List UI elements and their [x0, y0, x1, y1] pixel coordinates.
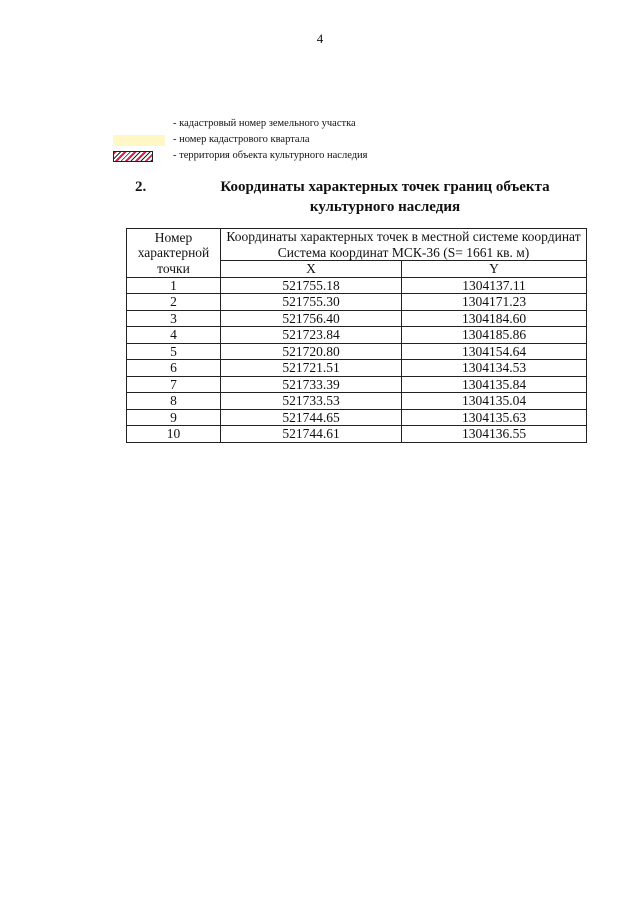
header-coordinates-system: Координаты характерных точек в местной системе координат: [226, 229, 581, 244]
x-value: 521733.53: [221, 393, 402, 410]
header-x: X: [221, 261, 402, 278]
table-row: [127, 426, 587, 443]
page-number: 4: [316, 31, 324, 46]
point-number: 10: [127, 426, 221, 443]
x-value: 521733.39: [221, 376, 402, 393]
y-value: 1304135.63: [402, 409, 587, 426]
point-number: 3: [127, 310, 221, 327]
x-value: 521755.18: [221, 277, 402, 294]
map-legend: [113, 116, 368, 164]
table-row: [127, 360, 587, 377]
table-row: [127, 277, 587, 294]
y-value: 1304135.04: [402, 393, 587, 410]
legend-label: - номер кадастрового квартала: [173, 134, 310, 145]
y-value: 1304154.64: [402, 343, 587, 360]
table-row: [127, 310, 587, 327]
legend-label: - кадастровый номер земельного участка: [173, 118, 356, 129]
y-value: 1304134.53: [402, 360, 587, 377]
x-value: 521756.40: [221, 310, 402, 327]
point-number: 4: [127, 327, 221, 344]
section-title: Координаты характерных точек границ объекта культурного наследия: [220, 179, 550, 215]
point-number: 6: [127, 360, 221, 377]
y-value: 1304184.60: [402, 310, 587, 327]
point-number: 5: [127, 343, 221, 360]
legend-item-quarter: [113, 132, 368, 148]
x-value: 521744.61: [221, 426, 402, 443]
heritage-hatch-swatch: [113, 151, 153, 162]
x-value: 521723.84: [221, 327, 402, 344]
x-value: 521721.51: [221, 360, 402, 377]
y-value: 1304185.86: [402, 327, 587, 344]
point-number: 1: [127, 277, 221, 294]
section-number: 2.: [135, 179, 147, 195]
y-value: 1304171.23: [402, 294, 587, 311]
header-coordinates-msk: Система координат МСК-36 (S= 1661 кв. м): [277, 244, 530, 260]
y-value: 1304137.11: [402, 277, 587, 294]
parcel-number-swatch: [113, 119, 165, 130]
header-coordinates: [221, 229, 587, 261]
legend-label: - территория объекта культурного наследия: [173, 150, 368, 161]
table-row: [127, 327, 587, 344]
point-number: 7: [127, 376, 221, 393]
table-row: [127, 376, 587, 393]
y-value: 1304136.55: [402, 426, 587, 443]
x-value: 521755.30: [221, 294, 402, 311]
table-row: [127, 409, 587, 426]
x-value: 521744.65: [221, 409, 402, 426]
y-value: 1304135.84: [402, 376, 587, 393]
point-number: 8: [127, 393, 221, 410]
legend-item-parcel: [113, 116, 368, 132]
point-number: 9: [127, 409, 221, 426]
coordinates-table: [126, 228, 587, 443]
legend-item-heritage: [113, 148, 368, 164]
table-row: [127, 343, 587, 360]
header-point-number: Номер характерной точки: [127, 229, 221, 278]
point-number: 2: [127, 294, 221, 311]
cadastral-quarter-swatch: [113, 135, 165, 146]
header-y: Y: [402, 261, 587, 278]
table-row: [127, 393, 587, 410]
table-row: [127, 294, 587, 311]
x-value: 521720.80: [221, 343, 402, 360]
